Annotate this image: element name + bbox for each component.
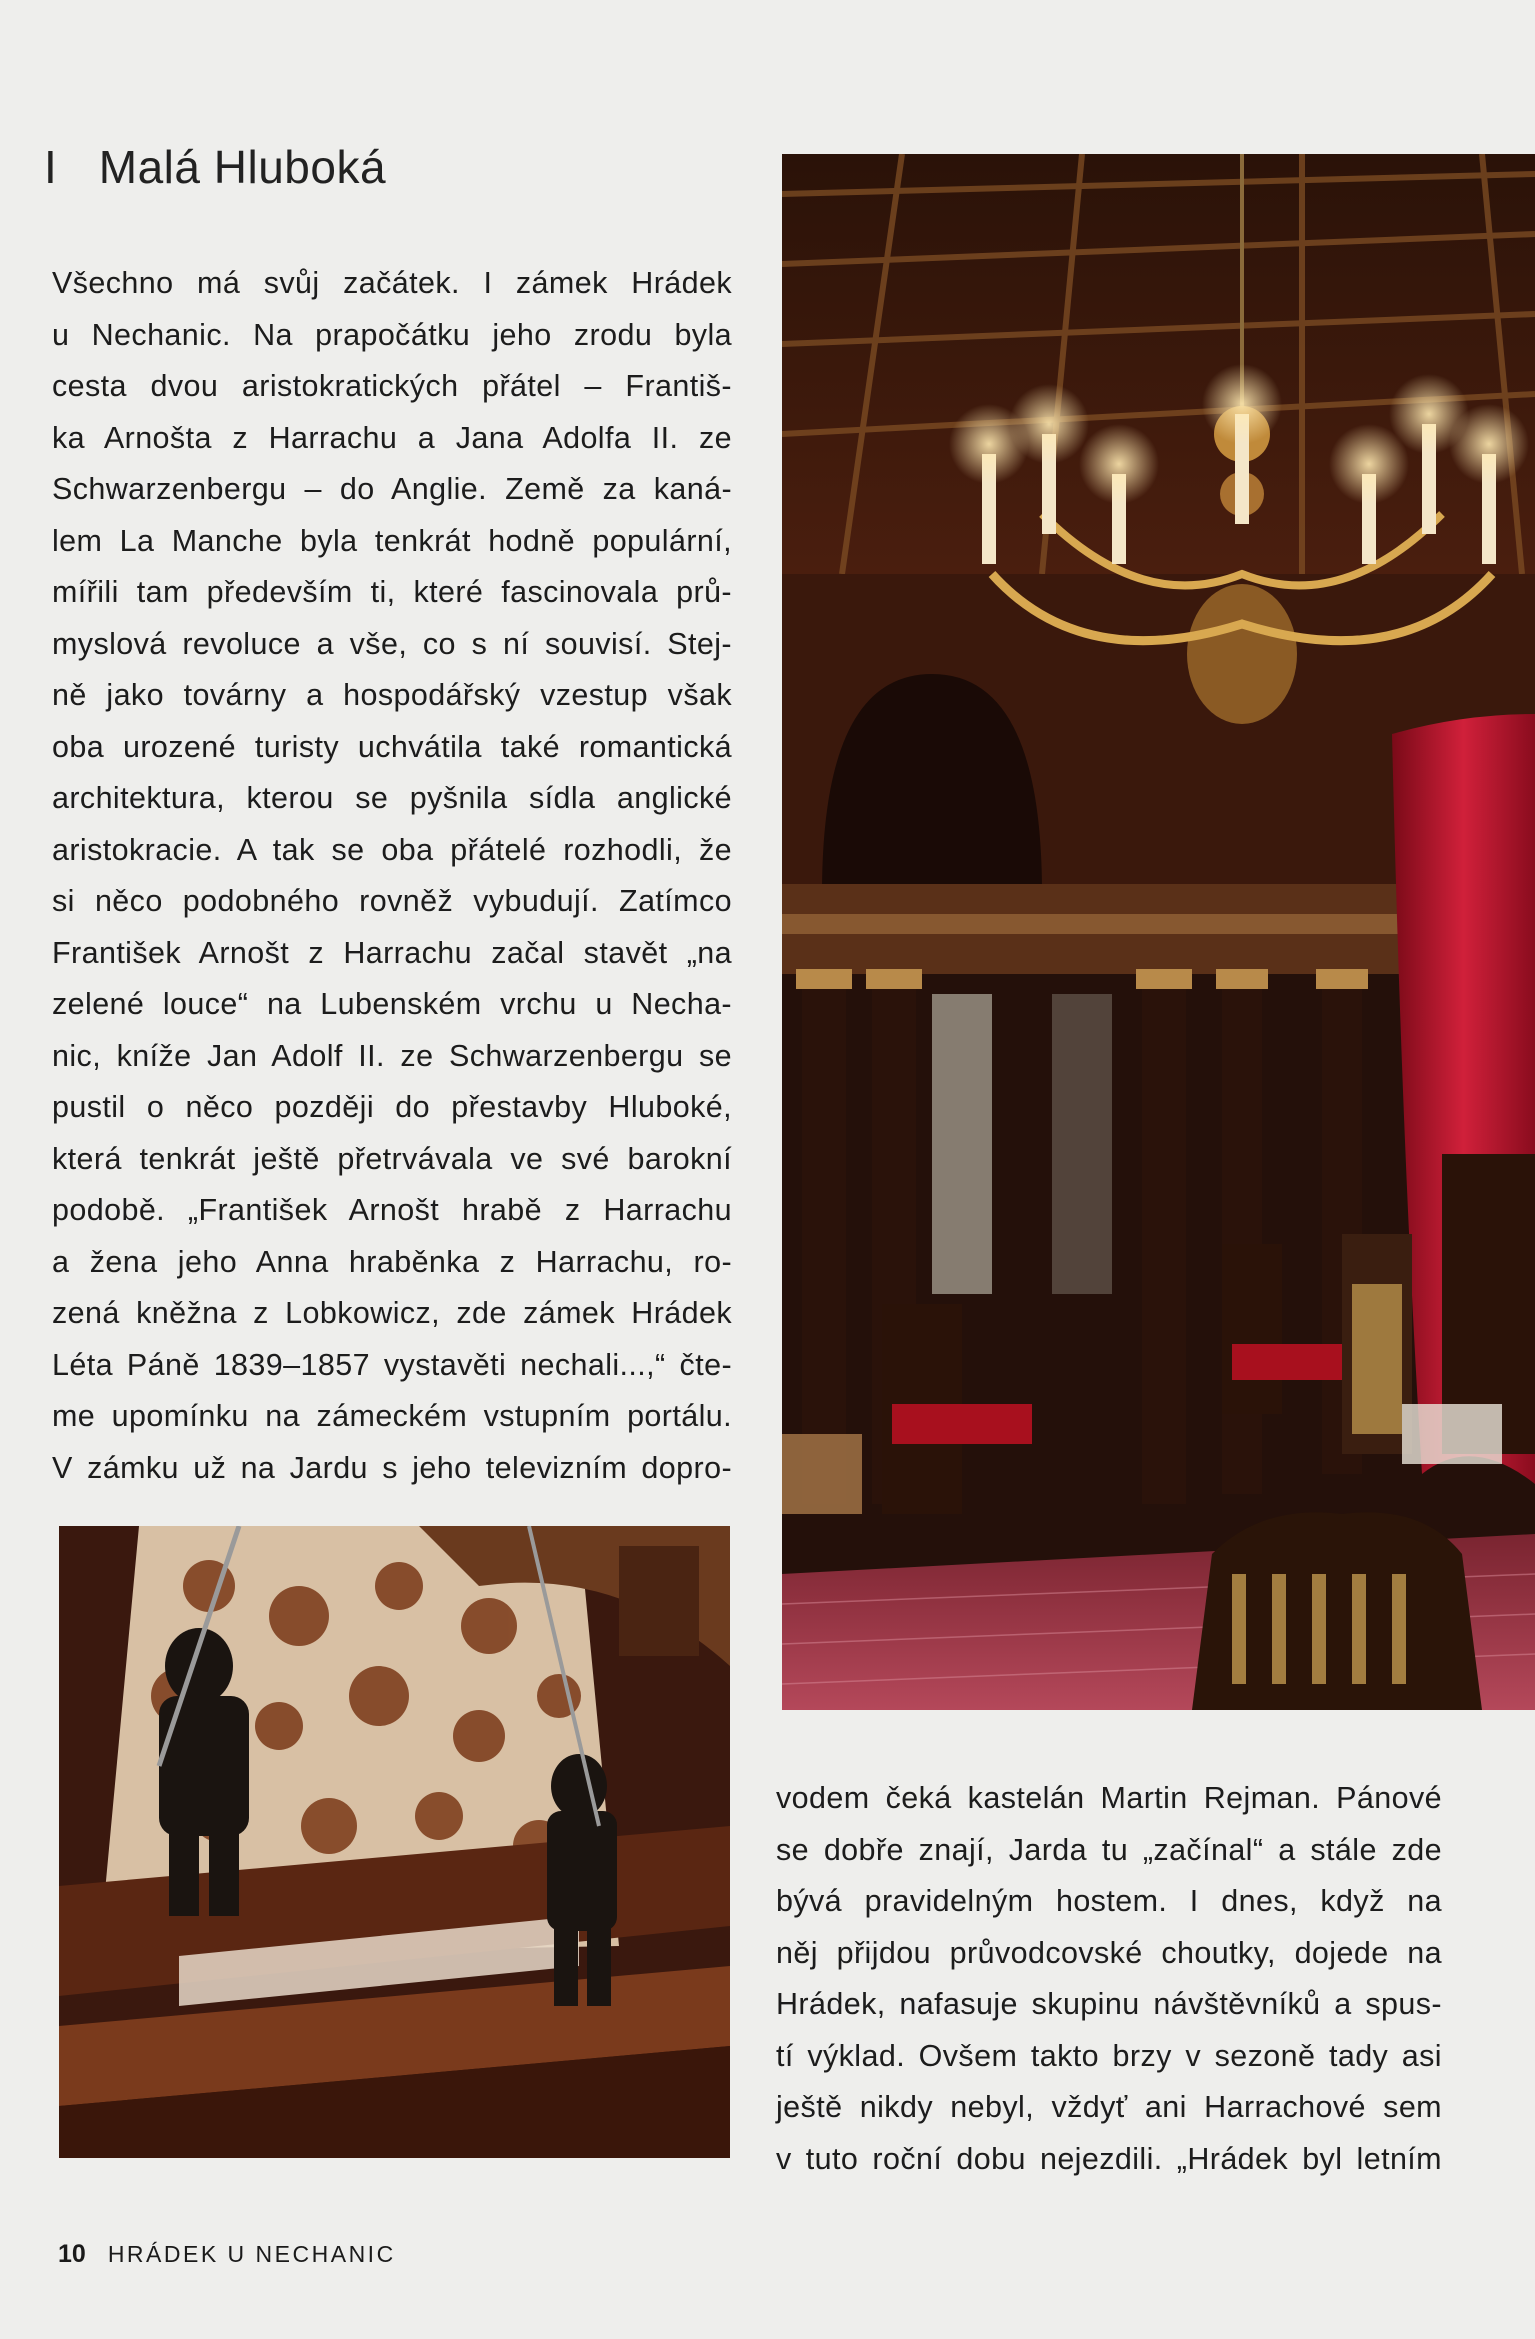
text-line: architektura, kterou se pyšnila sídla anglické <box>52 781 732 815</box>
text-line: tí výklad. Ovšem takto brzy v sezoně tady asi <box>776 2038 1442 2073</box>
castle-hall-photo <box>782 154 1535 1710</box>
text-line: cesta dvou aristokratických přátel – Františ- <box>52 369 732 403</box>
text-line: nic, kníže Jan Adolf II. ze Schwarzenbergu se <box>52 1038 732 1073</box>
text-line: myslová revoluce a vše, co s ní souvisí. Stej- <box>52 626 732 661</box>
text-line: vodem čeká kastelán Martin Rejman. Pánové <box>776 1781 1442 1815</box>
chapter-title: Malá Hluboká <box>98 141 387 193</box>
text-line: zená kněžna z Lobkowicz, zde zámek Hrádek <box>52 1296 732 1330</box>
text-line: Schwarzenbergu – do Anglie. Země za kaná- <box>52 472 732 506</box>
chapter-number: I <box>44 141 57 193</box>
text-line: něj přijdou průvodcovské choutky, dojede na <box>776 1935 1442 1970</box>
text-line: podobě. „František Arnošt hrabě z Harrachu <box>52 1193 732 1227</box>
text-line: ka Arnošta z Harrachu a Jana Adolfa II. ze <box>52 420 732 455</box>
text-line: která tenkrát ještě přetrvávala ve své barokní <box>52 1141 732 1176</box>
body-text-left-column <box>52 258 732 1494</box>
castle-hall-illustration <box>782 154 1535 1710</box>
text-line: ještě nikdy nebyl, vždyť ani Harrachové sem <box>776 2090 1442 2124</box>
text-line: zelené louce“ na Lubenském vrchu u Necha- <box>52 987 732 1021</box>
body-text-right-column <box>776 1773 1442 2185</box>
text-line: František Arnošt z Harrachu začal stavět „na <box>52 935 732 970</box>
text-line: a žena jeho Anna hraběnka z Harrachu, ro- <box>52 1244 732 1279</box>
text-line: oba urozené turisty uchvátila také romantická <box>52 729 732 764</box>
chapter-heading <box>44 140 386 194</box>
text-line: Hrádek, nafasuje skupinu návštěvníků a spus- <box>776 1987 1442 2021</box>
knight-statues-photo <box>59 1526 730 2158</box>
text-line: ně jako továrny a hospodářský vzestup však <box>52 678 732 712</box>
text-line: mířili tam především ti, které fascinovala prů- <box>52 575 732 609</box>
running-title: HRÁDEK U NECHANIC <box>107 2241 396 2267</box>
text-line: aristokracie. A tak se oba přátelé rozhodli, že <box>52 832 732 867</box>
text-line: u Nechanic. Na prapočátku jeho zrodu byla <box>52 317 732 352</box>
text-line: se dobře znají, Jarda tu „začínal“ a stále zde <box>776 1832 1442 1867</box>
text-line: si něco podobného rovněž vybudují. Zatímco <box>52 884 732 918</box>
text-line: Všechno má svůj začátek. I zámek Hrádek <box>52 266 732 300</box>
text-line: V zámku už na Jardu s jeho televizním dopro- <box>52 1450 732 1485</box>
text-line: bývá pravidelným hostem. I dnes, když na <box>776 1884 1442 1918</box>
knight-statues-illustration <box>59 1526 730 2158</box>
text-line: v tuto roční dobu nejezdili. „Hrádek byl letním <box>776 2141 1442 2176</box>
text-line: Léta Páně 1839–1857 vystavěti nechali...,“ čte- <box>52 1347 732 1382</box>
page-footer <box>58 2240 396 2269</box>
page-number: 10 <box>58 2240 86 2268</box>
text-line: me upomínku na zámeckém vstupním portálu. <box>52 1399 732 1433</box>
text-line: lem La Manche byla tenkrát hodně populární, <box>52 523 732 558</box>
text-line: pustil o něco později do přestavby Hluboké, <box>52 1090 732 1124</box>
